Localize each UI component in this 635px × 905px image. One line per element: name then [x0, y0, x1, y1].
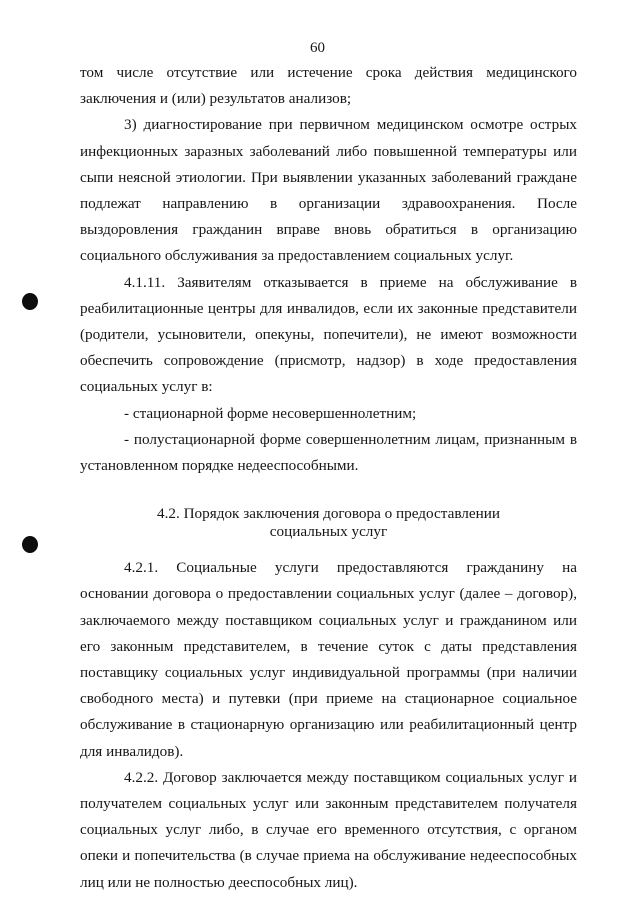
list-item-stationary: - стационарной форме несовершеннолетним;: [124, 404, 417, 422]
section-heading-line2: социальных услуг: [269, 523, 388, 541]
paragraph-4-2-1: 4.2.1. Социальные услуги предоставляются гражданину на основании договора о предоставлении социальных услуг (далее – договор), заключаемого между поставщиком социальных услуг и гражданином или его законным представителем, в течение суток с даты представления поставщику социальных услуг индивидуальной программы (при наличии свободного места) и путевки (при приеме на стационарное социальное обслуживание в стационарную организацию или реабилитационный центр для инвалидов).: [80, 559, 577, 760]
punch-hole-mark-bottom: [22, 536, 38, 553]
section-heading: [80, 505, 577, 541]
paragraph-item-3: 3) диагностирование при первичном медицинском осмотре острых инфекционных заразных заболеваний либо повышенной температуры или сыпи неясной этиологии. При выявлении указанных заболеваний граждане подлежат направлению в организации здравоохранения. После выздоровления гражданин вправе вновь обратиться в организацию социального обслуживания за предоставлением социальных услуг.: [80, 116, 577, 265]
page-number: 60: [310, 40, 325, 56]
section-heading-line1: 4.2. Порядок заключения договора о предоставлении: [157, 505, 500, 523]
paragraph-continuation: том числе отсутствие или истечение срока действия медицинского заключения и (или) результатов анализов;: [80, 64, 577, 108]
document-body: [80, 60, 577, 896]
list-item-semi-stationary: - полустационарной форме совершеннолетним лицам, признанным в установленном порядке недееспособными.: [80, 430, 577, 475]
punch-hole-mark-top: [22, 293, 38, 310]
paragraph-4-1-11: 4.1.11. Заявителям отказывается в приеме на обслуживание в реабилитационные центры для инвалидов, если их законные представители (родители, усыновители, опекуны, попечители), не имеют возможности обеспечить сопровождение (присмотр, надзор) в ходе предоставления социальных услуг в:: [80, 273, 577, 396]
paragraph-4-2-2: 4.2.2. Договор заключается между поставщиком социальных услуг и получателем социальных услуг или законным представителем получателя социальных услуг либо, в случае его временного отсутствия, с органом опеки и попечительства (в случае приема на обслуживание недееспособных лиц или не полностью дееспособных лиц).: [80, 768, 577, 891]
